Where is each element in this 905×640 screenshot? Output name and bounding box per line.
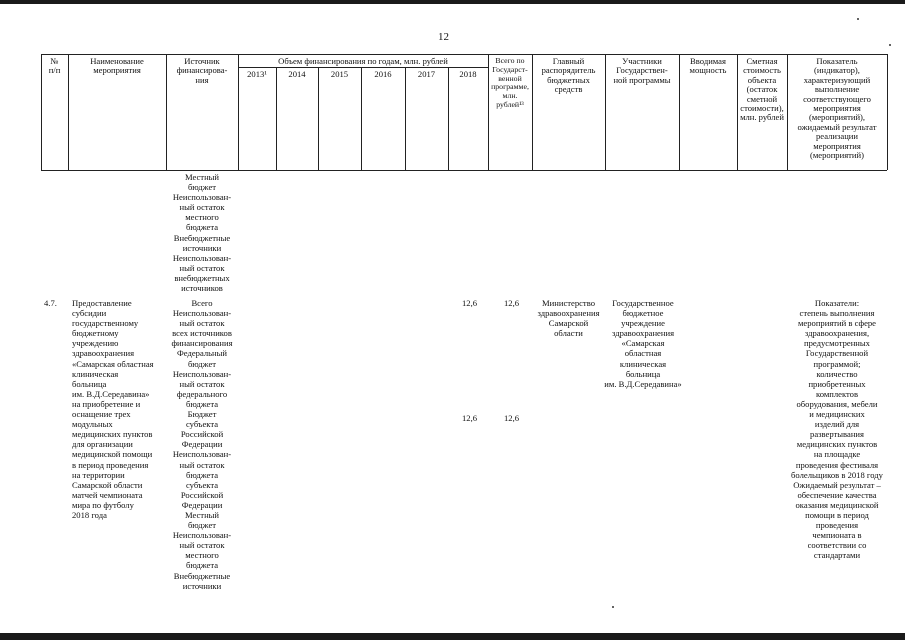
row-participants: Государственное бюджетное учреждение здравоохранения «Самарская областная клиническая больница им. В.Д.Середавина»	[604, 298, 682, 389]
col-border	[887, 54, 888, 170]
scan-speck	[857, 18, 859, 20]
bottom-border	[0, 633, 905, 640]
top-border	[0, 0, 905, 4]
header-year-2017: 2017	[417, 69, 436, 79]
row-total-2018: 12,6	[462, 298, 478, 308]
row-indicator: Показатели: степень выполнения мероприятий в сфере здравоохранения, предусмотренных Государственной программой; количество приобретенных комплектов оборудования, мебели и медицинских изделий для развертывания медицинских пунктов на площадке проведения фестиваля болельщиков в 2018 году Ожидаемый результат – обеспечение качества оказания медицинской помощи в период проведения чемпионата в соответствии со стандартами	[791, 298, 883, 561]
header-year-2016: 2016	[374, 69, 392, 79]
header-num: № п/п	[48, 56, 61, 76]
row-number: 4.7.	[44, 298, 57, 308]
header-participants: Участники Государствен- ной программы	[613, 56, 671, 85]
header-year-2013: 2013¹	[247, 69, 267, 79]
header-name: Наименование мероприятия	[90, 56, 144, 76]
header-year-2018: 2018	[459, 69, 477, 79]
header-year-2014: 2014	[288, 69, 306, 79]
col-border	[361, 67, 362, 170]
header-year-2015: 2015	[330, 69, 349, 79]
col-border	[405, 67, 406, 170]
header-main-manager: Главный распорядитель бюджетных средств	[541, 56, 596, 95]
scan-speck	[889, 44, 891, 46]
header-indicator: Показатель (индикатор), характеризующий выполнение соответствующего мероприятия (мероприятий), ожидаемый результат реализации мероприятия (мероприятий)	[797, 56, 877, 161]
header-funding-group: Объем финансирования по годам, млн. рублей	[278, 56, 448, 66]
header-estimate: Сметная стоимость объекта (остаток сметной стоимости), млн. рублей	[740, 56, 784, 123]
header-source: Источник финансирова- ния	[176, 56, 228, 85]
scan-speck	[612, 606, 614, 608]
header-capacity: Вводимая мощность	[689, 56, 727, 76]
row-main-manager: Министерство здравоохранения Самарской области	[537, 298, 600, 339]
col-border	[276, 67, 277, 170]
col-border	[318, 67, 319, 170]
continuation-sources: Местный бюджет Неиспользован- ный остаток местного бюджета Внебюджетные источники Неиспользован- ный остаток внебюджетных источников	[172, 172, 232, 294]
header-top-rule	[41, 54, 887, 55]
header-bottom-rule	[41, 170, 887, 171]
row-sources: Всего Неиспользован- ный остаток всех источников финансирования Федеральный бюджет Неиспользован- ный остаток федерального бюджета Бюджет субъекта Российской Федерации Неиспользован- ный остаток бюджета субъекта Российской Федерации Местный бюджет Неиспользован- ный остаток местного бюджета Внебюджетные источники	[171, 298, 233, 591]
row-name: Предоставление субсидии государственному бюджетному учреждению здравоохранения «Самарская областная клиническая больница им. В.Д.Середавина» на приобретение и оснащение трех модульных медицинских пунктов для организации медицинской помощи в период проведения на территории Самарской области матчей чемпионата мира по футболу 2018 года	[72, 298, 154, 520]
row-subject-budget-2018: 12,6	[462, 413, 478, 423]
header-total: Всего по Государст- венной программе, млн. рублей¹³	[491, 56, 529, 109]
row-subject-budget-program: 12,6	[504, 413, 520, 423]
col-border	[448, 67, 449, 170]
page-number: 12	[438, 31, 449, 43]
row-total-program: 12,6	[504, 298, 520, 308]
